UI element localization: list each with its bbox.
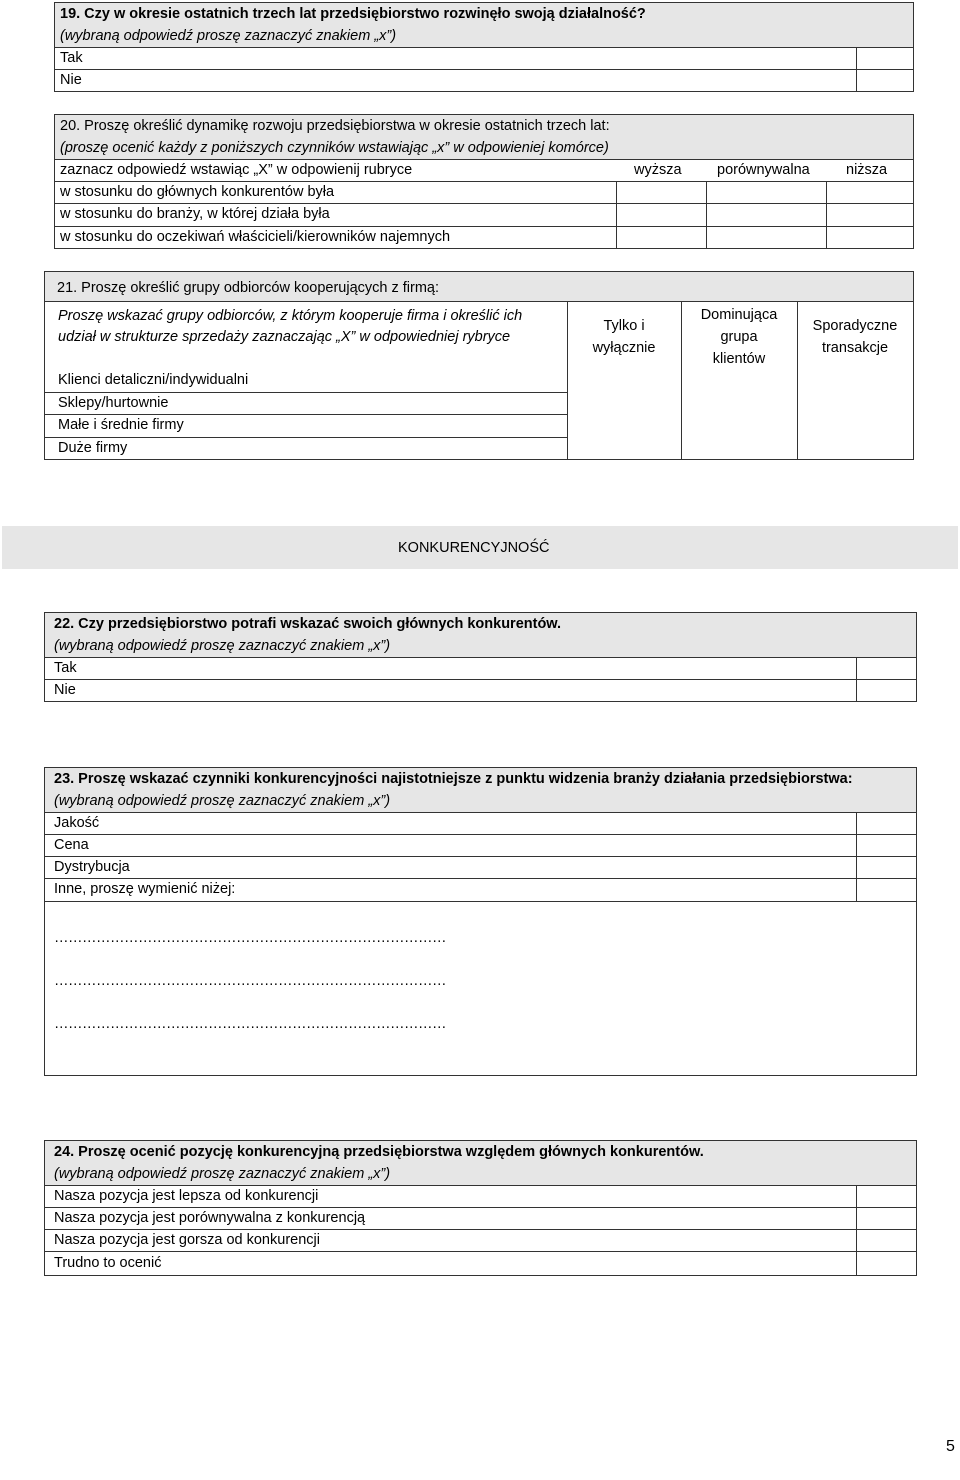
q24-option-better: Nasza pozycja jest lepsza od konkurencji	[54, 1188, 319, 1204]
q21-col-sporadic: Sporadyczne transakcje	[812, 318, 898, 356]
q20-row-competitors: w stosunku do głównych konkurentów była	[60, 184, 335, 200]
q23-dotted-line-2: …………………………………………………………………………	[54, 973, 446, 989]
section-title: KONKURENCYJNOŚĆ	[398, 540, 550, 556]
q23-option-other: Inne, proszę wymienić niżej:	[54, 881, 236, 897]
q21-row-large: Duże firmy	[58, 440, 128, 456]
q23-checkbox-quality[interactable]	[856, 812, 917, 835]
q19-option-row	[54, 69, 857, 92]
q19-option-nie: Nie	[60, 72, 82, 88]
q22-title: 22. Czy przedsiębiorstwo potrafi wskazać swoich głównych konkurentów.	[54, 616, 562, 632]
q19-title: 19. Czy w okresie ostatnich trzech lat przedsiębiorstwo rozwinęło swoją działalność?	[60, 6, 646, 22]
q20-title: 20. Proszę określić dynamikę rozwoju przedsiębiorstwa w okresie ostatnich trzech lat:	[60, 118, 610, 134]
q23-dotted-line-3: …………………………………………………………………………	[54, 1016, 446, 1032]
q21-instruction-line2: udział w strukturze sprzedaży zaznaczając „X” w odpowiedniej rybryce	[58, 329, 511, 345]
q24-title: 24. Proszę ocenić pozycję konkurencyjną przedsiębiorstwa względem głównych konkurentów.	[54, 1144, 704, 1160]
q23-option-row	[44, 812, 857, 835]
q19-option-tak: Tak	[60, 50, 83, 66]
q21-col-exclusive: Tylko i wyłącznie	[592, 318, 656, 356]
q23-option-row	[44, 834, 857, 857]
page-number: 5	[946, 1438, 955, 1455]
q24-option-comparable: Nasza pozycja jest porównywalna z konkurencją	[54, 1210, 366, 1226]
q23-instruction: (wybraną odpowiedź proszę zaznaczyć znakiem „x”)	[54, 793, 391, 809]
q22-option-tak: Tak	[54, 660, 77, 676]
q23-option-distribution: Dystrybucja	[54, 859, 130, 875]
q22-option-row	[44, 679, 857, 702]
q24-option-row	[44, 1251, 857, 1276]
q24-checkbox-hard[interactable]	[856, 1251, 917, 1276]
q22-instruction: (wybraną odpowiedź proszę zaznaczyć znakiem „x”)	[54, 638, 391, 654]
q24-checkbox-worse[interactable]	[856, 1229, 917, 1252]
q22-option-row	[44, 657, 857, 680]
q21-row-retail: Klienci detaliczni/indywidualni	[58, 372, 249, 388]
q19-option-row	[54, 47, 857, 70]
q23-checkbox-distribution[interactable]	[856, 856, 917, 879]
q23-option-price: Cena	[54, 837, 89, 853]
q21-title: 21. Proszę określić grupy odbiorców kooperujących z firmą:	[57, 280, 439, 296]
q23-option-row	[44, 856, 857, 879]
q21-instruction-line1: Proszę wskazać grupy odbiorców, z którym kooperuje firma i określić ich	[58, 308, 523, 324]
q22-checkbox-nie[interactable]	[856, 679, 917, 702]
q23-checkbox-other[interactable]	[856, 878, 917, 902]
q22-option-nie: Nie	[54, 682, 76, 698]
q20-row-expectations: w stosunku do oczekiwań właścicieli/kierowników najemnych	[60, 229, 451, 245]
q21-col-dominant: Dominująca grupa klientów	[700, 307, 778, 367]
q23-checkbox-price[interactable]	[856, 834, 917, 857]
q24-instruction: (wybraną odpowiedź proszę zaznaczyć znakiem „x”)	[54, 1166, 391, 1182]
q19-checkbox-tak[interactable]	[856, 47, 914, 70]
q22-checkbox-tak[interactable]	[856, 657, 917, 680]
q20-row-industry: w stosunku do branży, w której działa była	[60, 206, 330, 222]
q20-col-higher: wyższa	[634, 162, 682, 178]
q21-row-sme: Małe i średnie firmy	[58, 417, 184, 433]
q23-title: 23. Proszę wskazać czynniki konkurencyjności najistotniejsze z punktu widzenia branży działania przedsiębiorstwa:	[54, 771, 853, 787]
q20-col-lower: niższa	[846, 162, 888, 178]
q20-col-comparable: porównywalna	[717, 162, 810, 178]
q24-checkbox-comparable[interactable]	[856, 1207, 917, 1230]
q24-option-worse: Nasza pozycja jest gorsza od konkurencji	[54, 1232, 320, 1248]
q24-checkbox-better[interactable]	[856, 1185, 917, 1208]
q20-instruction: (proszę ocenić każdy z poniższych czynników wstawiając „x” w odpowieniej komórce)	[60, 140, 609, 156]
q23-dotted-line-1: …………………………………………………………………………	[54, 930, 446, 946]
q24-option-hard: Trudno to ocenić	[54, 1255, 162, 1271]
q19-instruction: (wybraną odpowiedź proszę zaznaczyć znakiem „x”)	[60, 28, 397, 44]
q20-row-header: zaznacz odpowiedź wstawiąc „X” w odpowienij rubryce	[60, 162, 413, 178]
q21-row-shops: Sklepy/hurtownie	[58, 395, 169, 411]
q19-checkbox-nie[interactable]	[856, 69, 914, 92]
q23-option-quality: Jakość	[54, 815, 100, 831]
